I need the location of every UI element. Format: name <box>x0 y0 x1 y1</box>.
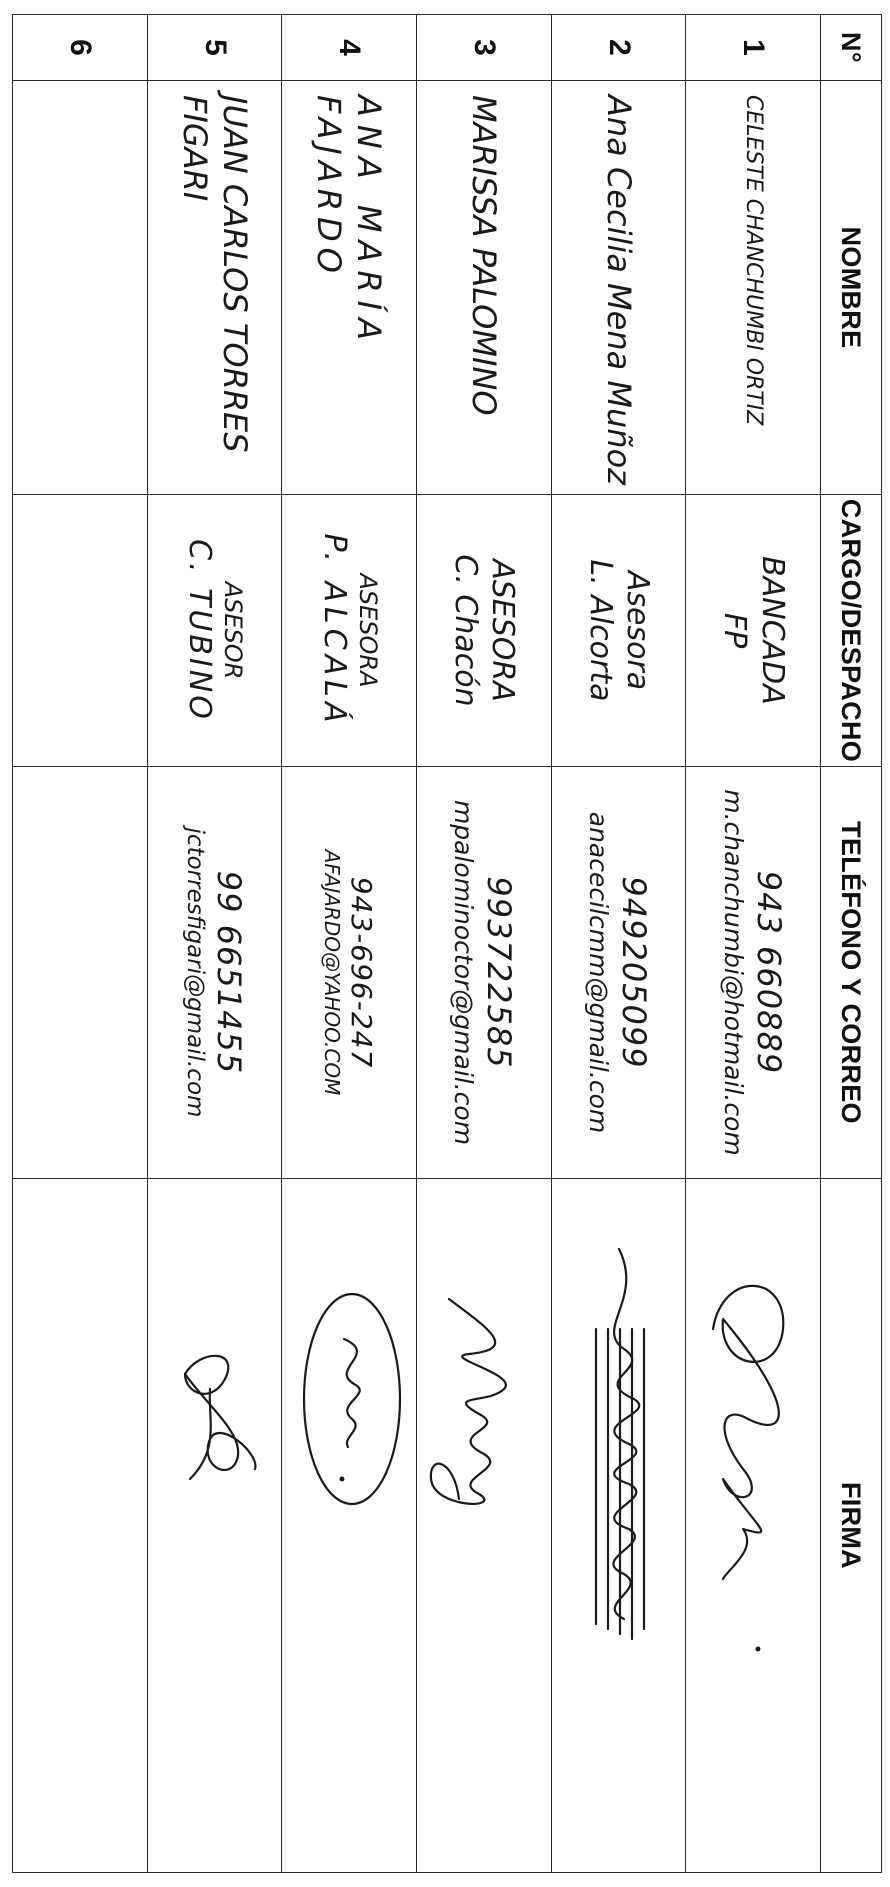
row-number: 5 <box>147 15 282 81</box>
cargo-line-2: C. Chacón <box>447 554 483 707</box>
contact-cell <box>282 767 417 1179</box>
signature-cell <box>147 1179 282 1873</box>
cargo-line-1: Asesora <box>620 570 656 691</box>
phone-text: 949205099 <box>615 876 654 1069</box>
name-cell <box>13 81 148 495</box>
email-text: mpalominoctor@gmail.com <box>449 799 479 1146</box>
table-row <box>13 15 148 1873</box>
signature-cell <box>417 1179 552 1873</box>
signature-icon <box>419 1179 549 1869</box>
cargo-line-1: ASESOR <box>219 581 248 680</box>
signature-cell <box>686 1179 821 1873</box>
name-line-2: FIGARI <box>175 95 214 202</box>
cargo-line-2: L. Alcorta <box>582 559 618 702</box>
cargo-line-2: P. ALCALÁ <box>316 533 352 728</box>
email-text: AFAJARDO@YAHOO.COM <box>320 849 345 1096</box>
signature-cell <box>282 1179 417 1873</box>
cargo-cell <box>282 495 417 767</box>
name-text: CELESTE CHANCHUMBI ORTIZ <box>740 95 766 426</box>
name-line-1: JUAN CARLOS TORRES <box>215 95 254 453</box>
phone-text: 99 6651455 <box>209 870 248 1075</box>
cargo-cell <box>686 495 821 767</box>
email-text: m.chanchumbi@hotmail.com <box>718 789 748 1156</box>
header-cargo: CARGO/DESPACHO <box>821 495 882 767</box>
name-text: Ana Cecilia Mena Muñoz <box>599 95 638 485</box>
table-row <box>282 15 417 1873</box>
name-line-1: ANA MARÍA <box>350 95 389 348</box>
row-number: 2 <box>551 15 686 81</box>
table-row <box>417 15 552 1873</box>
attendance-table <box>12 14 882 1873</box>
name-cell <box>551 81 686 495</box>
contact-cell <box>417 767 552 1179</box>
header-firma: FIRMA <box>821 1179 882 1873</box>
phone-text: 943-696-247 <box>345 876 379 1069</box>
table-row <box>551 15 686 1873</box>
signature-icon <box>688 1179 818 1869</box>
cargo-cell <box>551 495 686 767</box>
header-telefono: TELÉFONO Y CORREO <box>821 767 882 1179</box>
cargo-cell <box>417 495 552 767</box>
name-cell <box>282 81 417 495</box>
phone-text: 993722585 <box>480 876 519 1069</box>
header-row <box>821 15 882 1873</box>
row-number: 6 <box>13 15 148 81</box>
header-num: N° <box>821 15 882 81</box>
email-text: jctorresfigari@gmail.com <box>181 827 208 1118</box>
cargo-line-1: ASESORA <box>353 573 382 688</box>
contact-cell <box>551 767 686 1179</box>
signature-cell <box>13 1179 148 1873</box>
contact-cell <box>13 767 148 1179</box>
name-cell <box>147 81 282 495</box>
signature-cell <box>551 1179 686 1873</box>
cargo-cell <box>147 495 282 767</box>
signature-icon <box>284 1179 414 1869</box>
cargo-line-2: FP <box>717 612 753 649</box>
signature-icon <box>554 1179 684 1869</box>
email-text: anacecilcmm@gmail.com <box>584 811 614 1134</box>
name-line-2: FAJARDO <box>310 95 349 279</box>
cargo-line-1: BANCADA <box>754 556 790 705</box>
cargo-line-1: ASESORA <box>485 559 521 702</box>
header-nombre: NOMBRE <box>821 81 882 495</box>
cargo-line-2: C. TUBINO <box>182 539 218 722</box>
row-number: 1 <box>686 15 821 81</box>
table-row <box>686 15 821 1873</box>
signature-icon <box>150 1179 280 1869</box>
name-cell <box>417 81 552 495</box>
row-number: 4 <box>282 15 417 81</box>
name-text: MARISSA PALOMINO <box>464 95 503 416</box>
contact-cell <box>147 767 282 1179</box>
table-row <box>147 15 282 1873</box>
cargo-cell <box>13 495 148 767</box>
phone-text: 943 660889 <box>749 870 788 1075</box>
row-number: 3 <box>417 15 552 81</box>
contact-cell <box>686 767 821 1179</box>
name-cell <box>686 81 821 495</box>
